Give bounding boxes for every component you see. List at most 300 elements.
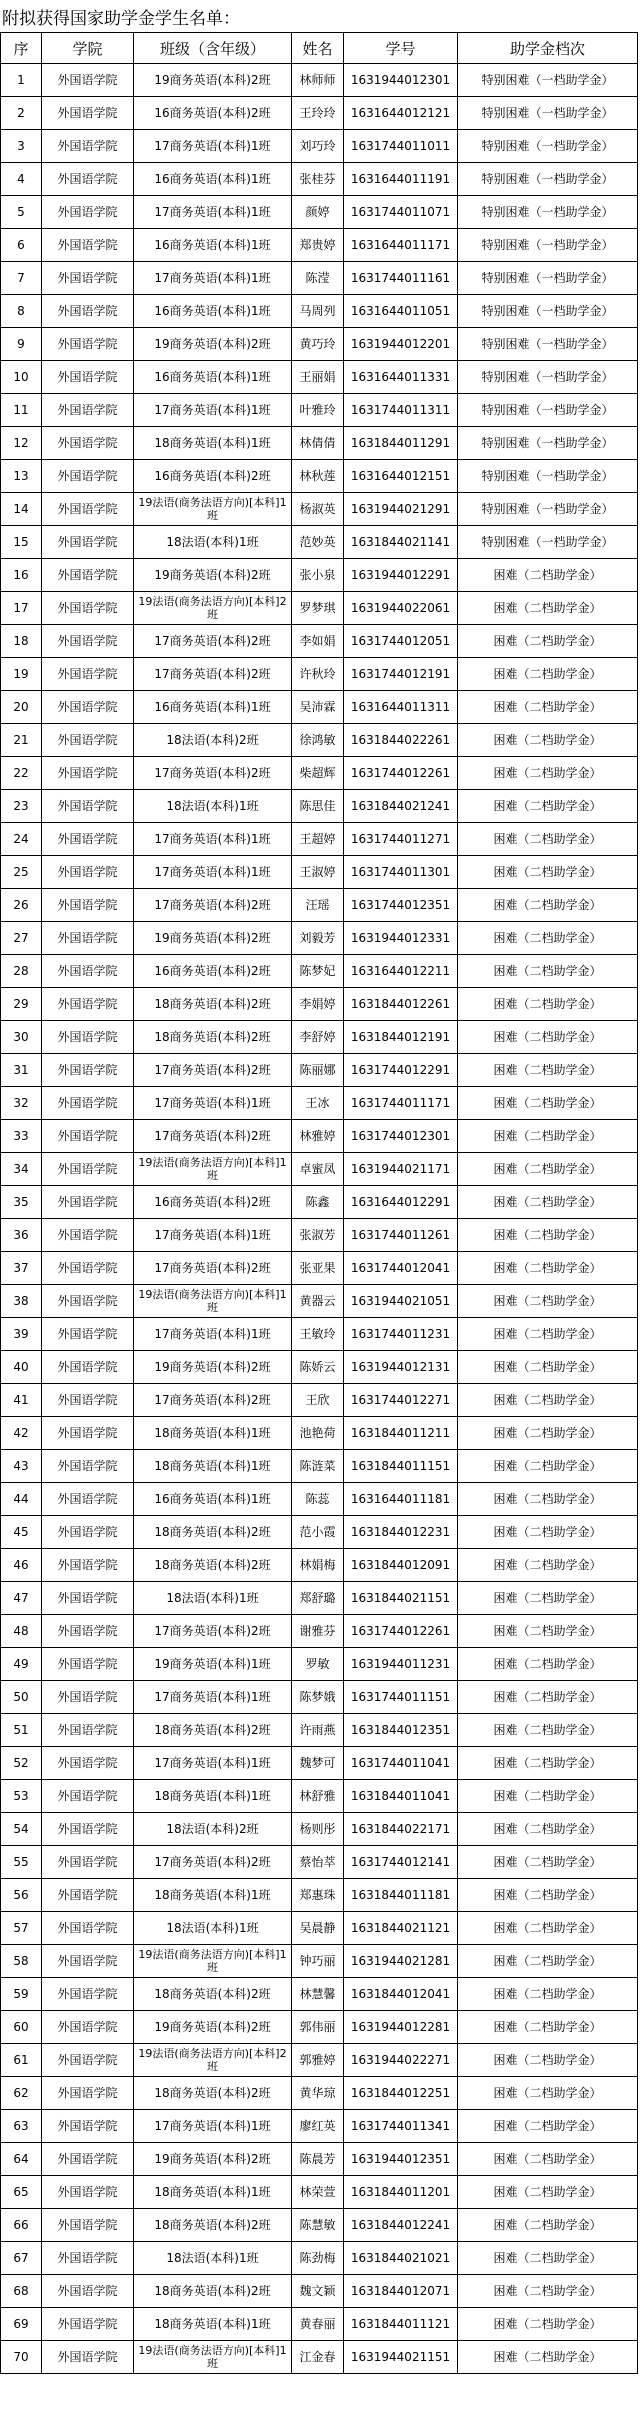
cell-college: 外国语学院 [42, 328, 134, 361]
cell-name: 郭伟丽 [292, 2011, 344, 2044]
cell-class: 17商务英语(本科)1班 [134, 394, 292, 427]
cell-student-id: 1631744011161 [344, 262, 458, 295]
cell-student-id: 1631744011311 [344, 394, 458, 427]
cell-college: 外国语学院 [42, 1648, 134, 1681]
cell-name: 钟巧丽 [292, 1945, 344, 1978]
cell-college: 外国语学院 [42, 394, 134, 427]
cell-name: 林倩倩 [292, 427, 344, 460]
cell-index: 37 [1, 1252, 42, 1285]
table-row [1, 790, 638, 823]
cell-name: 陈涟菜 [292, 1450, 344, 1483]
cell-index: 61 [1, 2044, 42, 2077]
cell-index: 42 [1, 1417, 42, 1450]
cell-grant-level: 困难（二档助学金） [458, 757, 638, 790]
cell-name: 吴晨静 [292, 1912, 344, 1945]
cell-class: 19商务英语(本科)2班 [134, 922, 292, 955]
cell-student-id: 1631744012301 [344, 1120, 458, 1153]
cell-index: 52 [1, 1747, 42, 1780]
cell-college: 外国语学院 [42, 229, 134, 262]
cell-index: 35 [1, 1186, 42, 1219]
cell-name: 黄春丽 [292, 2308, 344, 2341]
table-row [1, 1747, 638, 1780]
cell-grant-level: 特别困难（一档助学金） [458, 229, 638, 262]
cell-grant-level: 困难（二档助学金） [458, 1417, 638, 1450]
cell-class: 17商务英语(本科)2班 [134, 1615, 292, 1648]
cell-index: 51 [1, 1714, 42, 1747]
cell-name: 陈滢 [292, 262, 344, 295]
cell-grant-level: 特别困难（一档助学金） [458, 64, 638, 97]
cell-name: 魏梦可 [292, 1747, 344, 1780]
cell-index: 70 [1, 2341, 42, 2374]
cell-grant-level: 困难（二档助学金） [458, 658, 638, 691]
cell-class: 17商务英语(本科)2班 [134, 658, 292, 691]
cell-student-id: 1631844011181 [344, 1879, 458, 1912]
cell-grant-level: 困难（二档助学金） [458, 2341, 638, 2374]
cell-student-id: 1631744012291 [344, 1054, 458, 1087]
cell-class: 16商务英语(本科)1班 [134, 691, 292, 724]
cell-name: 陈丽娜 [292, 1054, 344, 1087]
cell-college: 外国语学院 [42, 2341, 134, 2374]
cell-class: 17商务英语(本科)1班 [134, 823, 292, 856]
cell-student-id: 1631944012331 [344, 922, 458, 955]
cell-student-id: 1631744012141 [344, 1846, 458, 1879]
cell-class: 19商务英语(本科)2班 [134, 328, 292, 361]
cell-class: 17商务英语(本科)1班 [134, 196, 292, 229]
cell-index: 22 [1, 757, 42, 790]
cell-grant-level: 困难（二档助学金） [458, 988, 638, 1021]
table-row [1, 1351, 638, 1384]
cell-college: 外国语学院 [42, 295, 134, 328]
cell-college: 外国语学院 [42, 1318, 134, 1351]
cell-name: 颜婷 [292, 196, 344, 229]
cell-student-id: 1631844011201 [344, 2176, 458, 2209]
cell-class: 17商务英语(本科)2班 [134, 1846, 292, 1879]
cell-class: 18法语(本科)1班 [134, 790, 292, 823]
cell-name: 王欣 [292, 1384, 344, 1417]
cell-student-id: 1631644011311 [344, 691, 458, 724]
cell-grant-level: 特别困难（一档助学金） [458, 427, 638, 460]
header-college: 学院 [42, 33, 134, 64]
cell-grant-level: 困难（二档助学金） [458, 625, 638, 658]
cell-college: 外国语学院 [42, 1549, 134, 1582]
cell-index: 50 [1, 1681, 42, 1714]
cell-class: 19法语(商务法语方向)[本科]1班 [134, 1153, 292, 1186]
table-row [1, 1582, 638, 1615]
cell-name: 李如娟 [292, 625, 344, 658]
cell-class: 18商务英语(本科)2班 [134, 1516, 292, 1549]
cell-student-id: 1631844012351 [344, 1714, 458, 1747]
cell-index: 18 [1, 625, 42, 658]
student-list-table [0, 32, 638, 2374]
cell-student-id: 1631844022171 [344, 1813, 458, 1846]
table-row [1, 559, 638, 592]
cell-index: 29 [1, 988, 42, 1021]
cell-name: 王淑婷 [292, 856, 344, 889]
cell-index: 58 [1, 1945, 42, 1978]
cell-index: 8 [1, 295, 42, 328]
cell-name: 林雅婷 [292, 1120, 344, 1153]
cell-class: 16商务英语(本科)1班 [134, 163, 292, 196]
table-row [1, 1714, 638, 1747]
cell-index: 38 [1, 1285, 42, 1318]
table-row [1, 856, 638, 889]
table-row [1, 955, 638, 988]
cell-name: 陈梦妃 [292, 955, 344, 988]
cell-index: 63 [1, 2110, 42, 2143]
cell-name: 许秋玲 [292, 658, 344, 691]
cell-college: 外国语学院 [42, 2209, 134, 2242]
cell-grant-level: 困难（二档助学金） [458, 856, 638, 889]
cell-grant-level: 特别困难（一档助学金） [458, 97, 638, 130]
cell-class: 17商务英语(本科)1班 [134, 130, 292, 163]
cell-student-id: 1631844012191 [344, 1021, 458, 1054]
cell-grant-level: 困难（二档助学金） [458, 592, 638, 625]
cell-index: 19 [1, 658, 42, 691]
cell-name: 许雨燕 [292, 1714, 344, 1747]
table-row [1, 922, 638, 955]
cell-index: 25 [1, 856, 42, 889]
cell-name: 王冰 [292, 1087, 344, 1120]
cell-class: 17商务英语(本科)2班 [134, 1384, 292, 1417]
cell-grant-level: 困难（二档助学金） [458, 1021, 638, 1054]
table-row [1, 64, 638, 97]
table-row [1, 1945, 638, 1978]
cell-college: 外国语学院 [42, 2275, 134, 2308]
cell-grant-level: 特别困难（一档助学金） [458, 328, 638, 361]
cell-grant-level: 困难（二档助学金） [458, 1087, 638, 1120]
table-row [1, 328, 638, 361]
table-row [1, 757, 638, 790]
cell-grant-level: 特别困难（一档助学金） [458, 460, 638, 493]
cell-index: 24 [1, 823, 42, 856]
cell-class: 19商务英语(本科)2班 [134, 64, 292, 97]
cell-grant-level: 困难（二档助学金） [458, 1483, 638, 1516]
cell-class: 16商务英语(本科)2班 [134, 460, 292, 493]
cell-class: 18法语(本科)2班 [134, 1813, 292, 1846]
cell-student-id: 1631744012191 [344, 658, 458, 691]
table-row [1, 2209, 638, 2242]
cell-college: 外国语学院 [42, 757, 134, 790]
cell-grant-level: 特别困难（一档助学金） [458, 196, 638, 229]
cell-grant-level: 困难（二档助学金） [458, 1549, 638, 1582]
cell-index: 64 [1, 2143, 42, 2176]
cell-index: 68 [1, 2275, 42, 2308]
cell-index: 26 [1, 889, 42, 922]
cell-class: 16商务英语(本科)2班 [134, 97, 292, 130]
cell-student-id: 1631844011151 [344, 1450, 458, 1483]
cell-name: 张桂芬 [292, 163, 344, 196]
cell-name: 林娟梅 [292, 1549, 344, 1582]
cell-index: 60 [1, 2011, 42, 2044]
cell-grant-level: 特别困难（一档助学金） [458, 163, 638, 196]
cell-index: 11 [1, 394, 42, 427]
table-row [1, 658, 638, 691]
table-row [1, 1087, 638, 1120]
cell-grant-level: 困难（二档助学金） [458, 1846, 638, 1879]
cell-index: 5 [1, 196, 42, 229]
cell-name: 郑贵婷 [292, 229, 344, 262]
cell-name: 郑舒璐 [292, 1582, 344, 1615]
cell-class: 18商务英语(本科)2班 [134, 1714, 292, 1747]
cell-college: 外国语学院 [42, 1021, 134, 1054]
table-row [1, 229, 638, 262]
table-row [1, 1912, 638, 1945]
table-row [1, 1417, 638, 1450]
cell-index: 7 [1, 262, 42, 295]
cell-student-id: 1631944021291 [344, 493, 458, 526]
header-index: 序 [1, 33, 42, 64]
cell-college: 外国语学院 [42, 592, 134, 625]
cell-class: 18商务英语(本科)1班 [134, 427, 292, 460]
table-row [1, 163, 638, 196]
table-row [1, 2275, 638, 2308]
cell-name: 王丽娟 [292, 361, 344, 394]
cell-college: 外国语学院 [42, 1219, 134, 1252]
cell-student-id: 1631744011041 [344, 1747, 458, 1780]
cell-name: 郑惠珠 [292, 1879, 344, 1912]
cell-name: 范妙英 [292, 526, 344, 559]
table-row [1, 1186, 638, 1219]
table-row [1, 592, 638, 625]
cell-index: 33 [1, 1120, 42, 1153]
cell-class: 18商务英语(本科)2班 [134, 2275, 292, 2308]
cell-class: 16商务英语(本科)1班 [134, 295, 292, 328]
cell-student-id: 1631944022271 [344, 2044, 458, 2077]
header-student-id: 学号 [344, 33, 458, 64]
cell-college: 外国语学院 [42, 823, 134, 856]
cell-student-id: 1631744011271 [344, 823, 458, 856]
cell-student-id: 1631744012261 [344, 757, 458, 790]
cell-grant-level: 困难（二档助学金） [458, 1384, 638, 1417]
cell-college: 外国语学院 [42, 1153, 134, 1186]
cell-college: 外国语学院 [42, 1780, 134, 1813]
cell-index: 9 [1, 328, 42, 361]
cell-class: 18商务英语(本科)1班 [134, 1450, 292, 1483]
cell-name: 林舒雅 [292, 1780, 344, 1813]
cell-grant-level: 困难（二档助学金） [458, 2176, 638, 2209]
cell-grant-level: 困难（二档助学金） [458, 889, 638, 922]
table-row [1, 1450, 638, 1483]
cell-college: 外国语学院 [42, 1186, 134, 1219]
table-row [1, 1516, 638, 1549]
table-row [1, 361, 638, 394]
cell-student-id: 1631744012041 [344, 1252, 458, 1285]
cell-college: 外国语学院 [42, 559, 134, 592]
table-row [1, 823, 638, 856]
cell-class: 18商务英语(本科)2班 [134, 1978, 292, 2011]
cell-student-id: 1631744012261 [344, 1615, 458, 1648]
cell-college: 外国语学院 [42, 2011, 134, 2044]
table-row [1, 427, 638, 460]
cell-name: 林荣萱 [292, 2176, 344, 2209]
cell-student-id: 1631644011171 [344, 229, 458, 262]
cell-index: 54 [1, 1813, 42, 1846]
table-row [1, 1978, 638, 2011]
cell-student-id: 1631844021021 [344, 2242, 458, 2275]
cell-name: 李舒婷 [292, 1021, 344, 1054]
table-row [1, 2242, 638, 2275]
table-row [1, 1681, 638, 1714]
cell-name: 张淑芳 [292, 1219, 344, 1252]
cell-college: 外国语学院 [42, 1450, 134, 1483]
cell-college: 外国语学院 [42, 2044, 134, 2077]
cell-student-id: 1631744011261 [344, 1219, 458, 1252]
table-row [1, 1219, 638, 1252]
cell-name: 刘巧玲 [292, 130, 344, 163]
cell-index: 36 [1, 1219, 42, 1252]
cell-college: 外国语学院 [42, 460, 134, 493]
cell-student-id: 1631644012291 [344, 1186, 458, 1219]
cell-name: 刘毅芳 [292, 922, 344, 955]
cell-college: 外国语学院 [42, 2176, 134, 2209]
cell-index: 15 [1, 526, 42, 559]
cell-index: 55 [1, 1846, 42, 1879]
cell-student-id: 1631844011121 [344, 2308, 458, 2341]
cell-student-id: 1631944011231 [344, 1648, 458, 1681]
cell-grant-level: 特别困难（一档助学金） [458, 394, 638, 427]
cell-grant-level: 困难（二档助学金） [458, 1813, 638, 1846]
cell-name: 林慧馨 [292, 1978, 344, 2011]
cell-grant-level: 困难（二档助学金） [458, 1516, 638, 1549]
cell-grant-level: 特别困难（一档助学金） [458, 361, 638, 394]
cell-college: 外国语学院 [42, 625, 134, 658]
cell-grant-level: 困难（二档助学金） [458, 1747, 638, 1780]
cell-index: 14 [1, 493, 42, 526]
table-row [1, 1846, 638, 1879]
cell-class: 17商务英语(本科)1班 [134, 262, 292, 295]
cell-name: 王超婷 [292, 823, 344, 856]
cell-college: 外国语学院 [42, 64, 134, 97]
cell-student-id: 1631744011151 [344, 1681, 458, 1714]
cell-student-id: 1631944021151 [344, 2341, 458, 2374]
cell-grant-level: 困难（二档助学金） [458, 2209, 638, 2242]
cell-name: 张亚果 [292, 1252, 344, 1285]
cell-grant-level: 特别困难（一档助学金） [458, 493, 638, 526]
cell-class: 18法语(本科)2班 [134, 724, 292, 757]
cell-index: 67 [1, 2242, 42, 2275]
cell-class: 18法语(本科)1班 [134, 1912, 292, 1945]
cell-student-id: 1631744011071 [344, 196, 458, 229]
cell-grant-level: 困难（二档助学金） [458, 1351, 638, 1384]
cell-grant-level: 困难（二档助学金） [458, 1219, 638, 1252]
cell-grant-level: 困难（二档助学金） [458, 1120, 638, 1153]
cell-student-id: 1631844012041 [344, 1978, 458, 2011]
table-row [1, 493, 638, 526]
cell-college: 外国语学院 [42, 2242, 134, 2275]
table-row [1, 1318, 638, 1351]
cell-college: 外国语学院 [42, 1945, 134, 1978]
cell-class: 19法语(商务法语方向)[本科]1班 [134, 1945, 292, 1978]
cell-grant-level: 困难（二档助学金） [458, 2275, 638, 2308]
cell-student-id: 1631844012261 [344, 988, 458, 1021]
cell-class: 19商务英语(本科)2班 [134, 2143, 292, 2176]
cell-index: 30 [1, 1021, 42, 1054]
cell-college: 外国语学院 [42, 856, 134, 889]
cell-name: 汪瑶 [292, 889, 344, 922]
cell-college: 外国语学院 [42, 262, 134, 295]
cell-student-id: 1631844012251 [344, 2077, 458, 2110]
table-row [1, 724, 638, 757]
cell-name: 马周列 [292, 295, 344, 328]
header-class: 班级（含年级） [134, 33, 292, 64]
cell-grant-level: 困难（二档助学金） [458, 724, 638, 757]
cell-grant-level: 困难（二档助学金） [458, 1153, 638, 1186]
cell-name: 王敏玲 [292, 1318, 344, 1351]
cell-index: 28 [1, 955, 42, 988]
cell-college: 外国语学院 [42, 196, 134, 229]
cell-name: 池艳荷 [292, 1417, 344, 1450]
cell-student-id: 1631644012151 [344, 460, 458, 493]
cell-name: 蔡怡萃 [292, 1846, 344, 1879]
cell-college: 外国语学院 [42, 1615, 134, 1648]
table-row [1, 1285, 638, 1318]
cell-student-id: 1631944012281 [344, 2011, 458, 2044]
cell-name: 谢雅芬 [292, 1615, 344, 1648]
cell-index: 16 [1, 559, 42, 592]
cell-student-id: 1631844011041 [344, 1780, 458, 1813]
cell-student-id: 1631744012271 [344, 1384, 458, 1417]
cell-grant-level: 特别困难（一档助学金） [458, 526, 638, 559]
cell-grant-level: 困难（二档助学金） [458, 1681, 638, 1714]
cell-index: 6 [1, 229, 42, 262]
cell-index: 39 [1, 1318, 42, 1351]
cell-name: 范小霞 [292, 1516, 344, 1549]
cell-index: 23 [1, 790, 42, 823]
cell-grant-level: 困难（二档助学金） [458, 1912, 638, 1945]
cell-index: 45 [1, 1516, 42, 1549]
cell-college: 外国语学院 [42, 2143, 134, 2176]
cell-index: 49 [1, 1648, 42, 1681]
cell-student-id: 1631744012051 [344, 625, 458, 658]
table-row [1, 2044, 638, 2077]
table-row [1, 97, 638, 130]
table-row [1, 460, 638, 493]
table-row [1, 691, 638, 724]
cell-college: 外国语学院 [42, 493, 134, 526]
cell-student-id: 1631944021171 [344, 1153, 458, 1186]
cell-index: 4 [1, 163, 42, 196]
cell-index: 53 [1, 1780, 42, 1813]
cell-grant-level: 困难（二档助学金） [458, 1186, 638, 1219]
cell-name: 陈慧敏 [292, 2209, 344, 2242]
cell-name: 柴超辉 [292, 757, 344, 790]
cell-student-id: 1631944012131 [344, 1351, 458, 1384]
cell-name: 杨则彤 [292, 1813, 344, 1846]
cell-class: 17商务英语(本科)2班 [134, 757, 292, 790]
cell-class: 17商务英语(本科)1班 [134, 856, 292, 889]
cell-grant-level: 困难（二档助学金） [458, 1945, 638, 1978]
cell-grant-level: 困难（二档助学金） [458, 1714, 638, 1747]
cell-name: 罗梦琪 [292, 592, 344, 625]
cell-name: 林师师 [292, 64, 344, 97]
cell-student-id: 1631844012071 [344, 2275, 458, 2308]
cell-class: 19商务英语(本科)1班 [134, 1648, 292, 1681]
cell-student-id: 1631844021241 [344, 790, 458, 823]
cell-grant-level: 困难（二档助学金） [458, 2077, 638, 2110]
cell-college: 外国语学院 [42, 1417, 134, 1450]
cell-grant-level: 困难（二档助学金） [458, 1285, 638, 1318]
cell-college: 外国语学院 [42, 2110, 134, 2143]
cell-index: 41 [1, 1384, 42, 1417]
cell-class: 17商务英语(本科)1班 [134, 1747, 292, 1780]
cell-name: 林秋莲 [292, 460, 344, 493]
cell-class: 17商务英语(本科)1班 [134, 1219, 292, 1252]
cell-index: 13 [1, 460, 42, 493]
cell-index: 48 [1, 1615, 42, 1648]
cell-class: 18法语(本科)1班 [134, 526, 292, 559]
cell-name: 罗敏 [292, 1648, 344, 1681]
table-row [1, 1384, 638, 1417]
